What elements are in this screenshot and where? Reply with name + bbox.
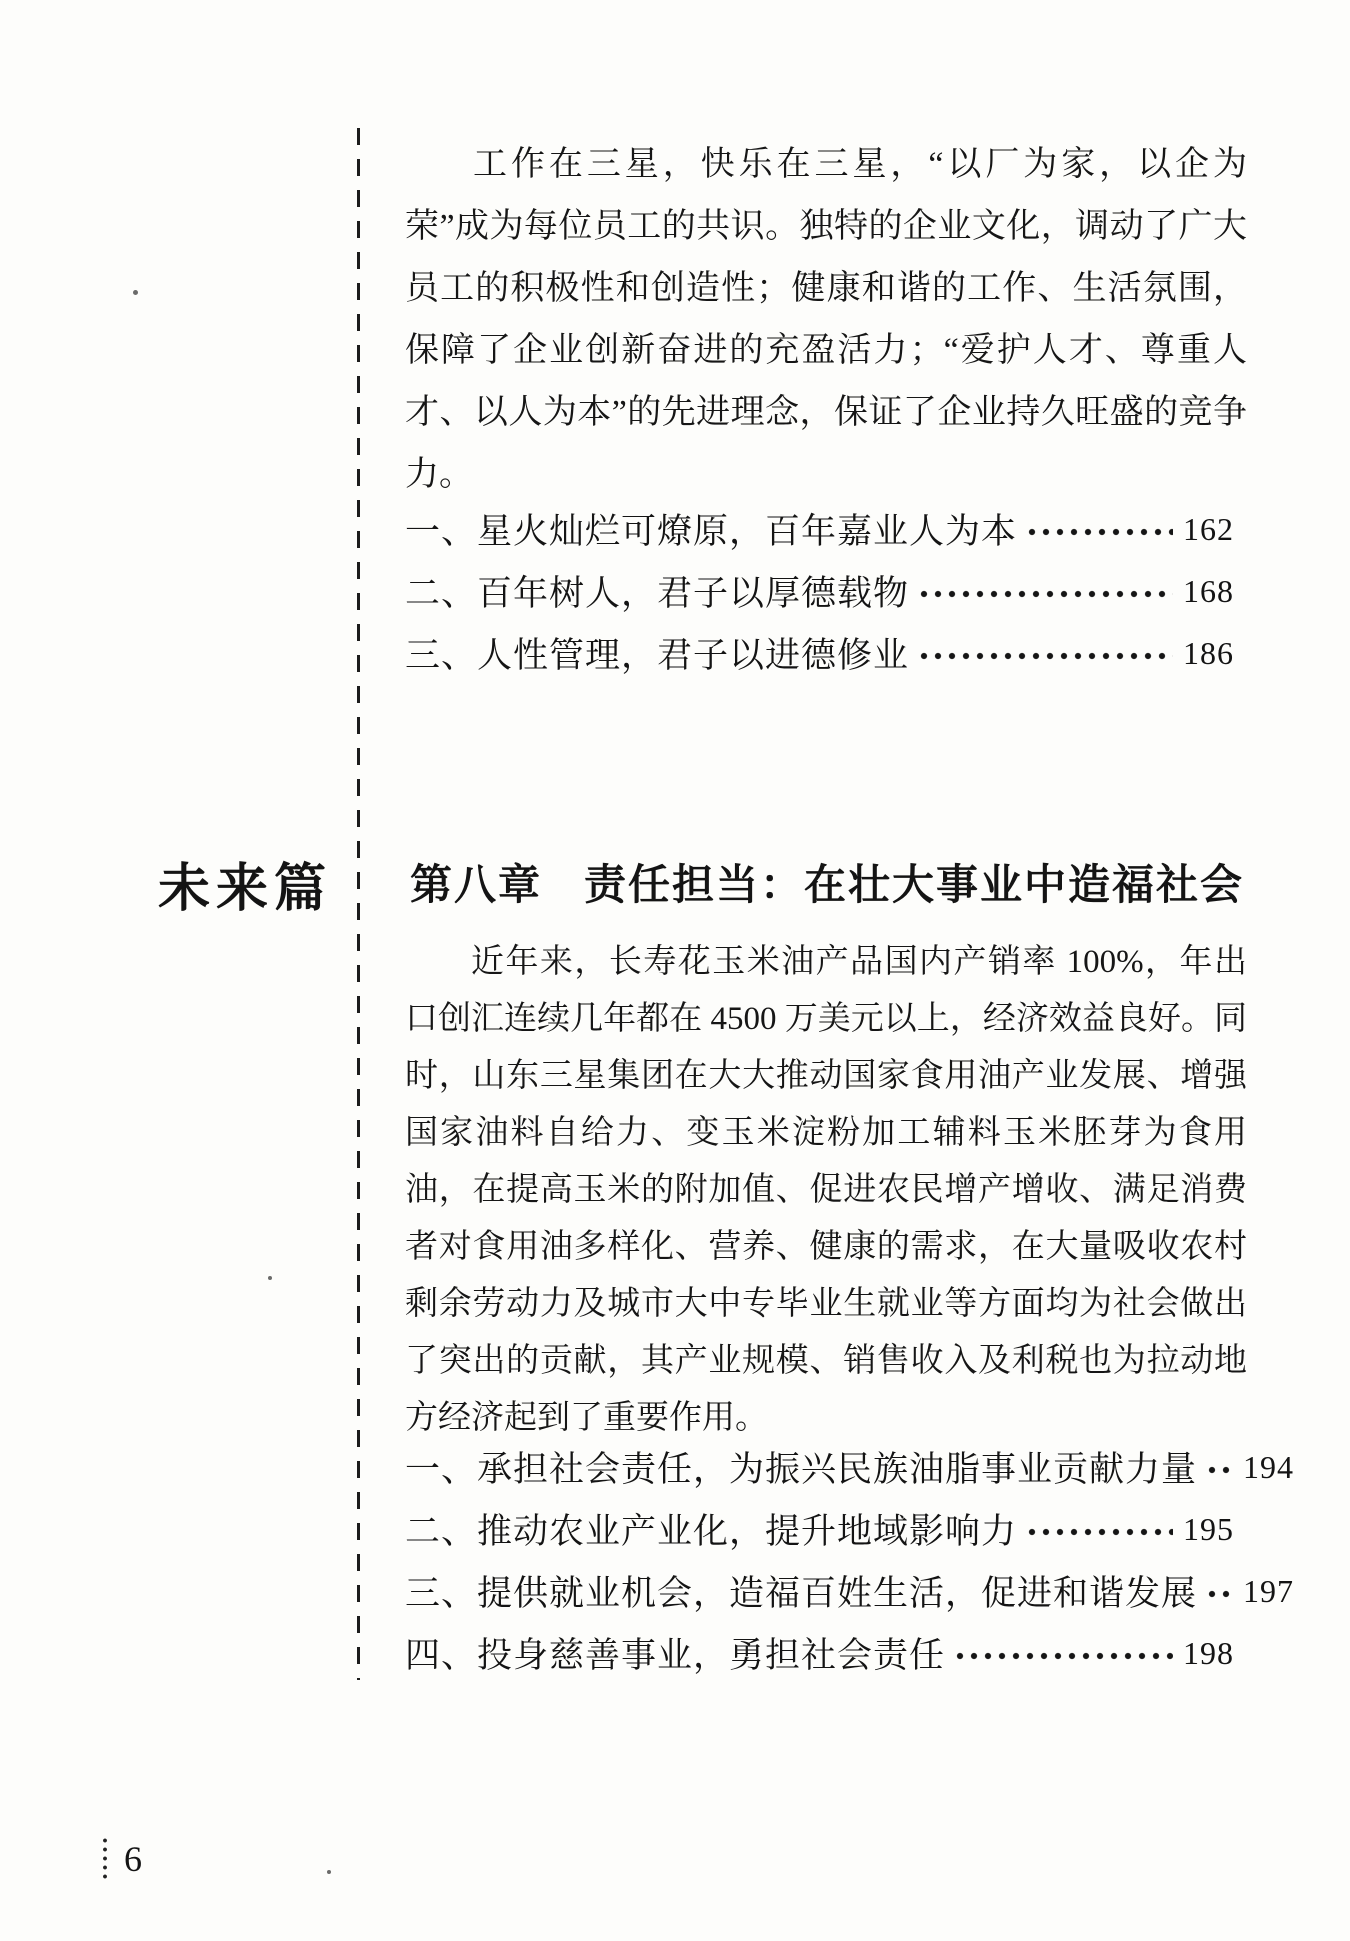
toc-entry-page-number: 168 bbox=[1183, 572, 1234, 609]
toc-bottom-block bbox=[405, 1436, 1295, 1684]
toc-entry-page-number: 194 bbox=[1243, 1448, 1295, 1485]
chapter-title: 责任担当：在壮大事业中造福社会 bbox=[584, 861, 1245, 908]
toc-entry-label: 三、人性管理，君子以进德修业 bbox=[405, 636, 910, 675]
page-number: 6 bbox=[124, 1839, 142, 1879]
toc-entry-label: 一、承担社会责任，为振兴民族油脂事业贡献力量 bbox=[405, 1450, 1198, 1489]
toc-entry bbox=[405, 498, 1247, 560]
scan-speck bbox=[327, 1870, 331, 1874]
toc-entry bbox=[405, 1560, 1295, 1622]
scan-speck bbox=[133, 290, 138, 295]
scan-speck bbox=[268, 1276, 272, 1280]
toc-top-block bbox=[405, 498, 1247, 684]
chapter-number: 第八章 bbox=[410, 861, 543, 908]
toc-entry bbox=[405, 560, 1247, 622]
toc-entry-label: 二、推动农业产业化，提升地域影响力 bbox=[405, 1512, 1018, 1551]
toc-entry bbox=[405, 622, 1247, 684]
toc-entry-page-number: 198 bbox=[1183, 1634, 1234, 1671]
chapter-heading bbox=[410, 852, 1244, 912]
toc-entry bbox=[405, 1436, 1295, 1498]
toc-entry-page-number: 186 bbox=[1183, 634, 1234, 671]
toc-entry-page-number: 162 bbox=[1183, 510, 1234, 547]
intro-paragraph: 工作在三星，快乐在三星，“以厂为家，以企为荣”成为每位员工的共识。独特的企业文化，调动了广大员工的积极性和创造性；健康和谐的工作、生活氛围，保障了企业创新奋进的充盈活力；“爱护人才、尊重人才、以人为本”的先进理念，保证了企业持久旺盛的竞争力。 bbox=[405, 146, 1247, 493]
footer-dotted-rule bbox=[103, 1836, 107, 1880]
dot-leader bbox=[1205, 1588, 1233, 1600]
toc-entry-page-number: 197 bbox=[1243, 1572, 1295, 1609]
dot-leader bbox=[917, 588, 1173, 600]
section-label: 未来篇 bbox=[158, 860, 333, 918]
toc-entry bbox=[405, 1622, 1247, 1684]
dot-leader bbox=[1025, 526, 1173, 538]
dashed-divider-line bbox=[357, 128, 360, 1680]
chapter-paragraph: 近年来，长寿花玉米油产品国内产销率 100%，年出口创汇连续几年都在 4500 万美元以上，经济效益良好。同时，山东三星集团在大大推动国家食用油产业发展、增强国家油料自给力、变玉米淀粉加工辅料玉米胚芽为食用油，在提高玉米的附加值、促进农民增产增收、满足消费者对食用油多样化、营养、健康的需求，在大量吸收农村剩余劳动力及城市大中专毕业生就业等方面均为社会做出了突出的贡献，其产业规模、销售收入及利税也为拉动地方经济起到了重要作用。 bbox=[405, 944, 1247, 1436]
toc-entry bbox=[405, 1498, 1247, 1560]
dot-leader bbox=[917, 650, 1173, 662]
dot-leader bbox=[1205, 1464, 1233, 1476]
dot-leader bbox=[1025, 1526, 1173, 1538]
toc-entry-label: 四、投身慈善事业，勇担社会责任 bbox=[405, 1636, 946, 1675]
toc-entry-label: 二、百年树人，君子以厚德载物 bbox=[405, 574, 910, 613]
toc-entry-label: 一、星火灿烂可燎原，百年嘉业人为本 bbox=[405, 512, 1018, 551]
toc-entry-page-number: 195 bbox=[1183, 1510, 1234, 1547]
dot-leader bbox=[953, 1650, 1173, 1662]
toc-entry-label: 三、提供就业机会，造福百姓生活，促进和谐发展 bbox=[405, 1574, 1198, 1613]
